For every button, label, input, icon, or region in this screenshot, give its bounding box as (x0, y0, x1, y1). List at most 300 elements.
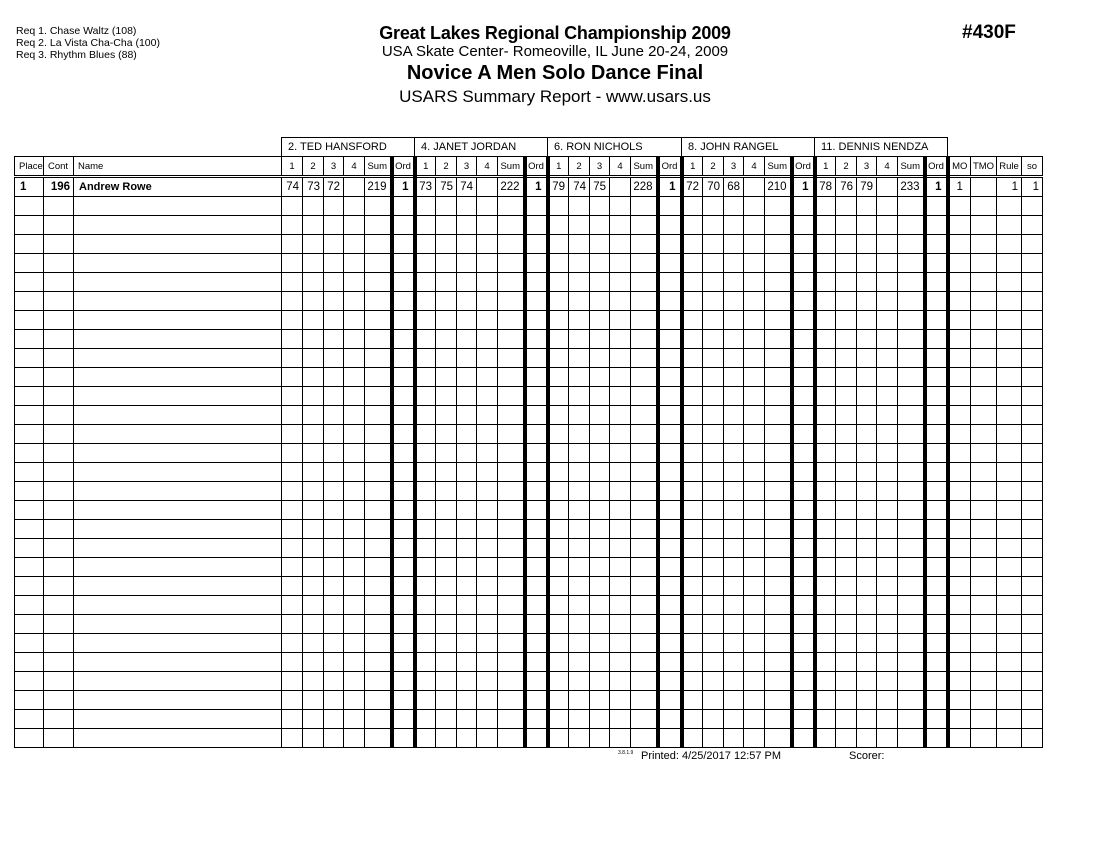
empty-cell (792, 615, 815, 634)
empty-cell (898, 330, 925, 349)
empty-cell (15, 463, 44, 482)
empty-cell (724, 615, 744, 634)
empty-cell (457, 634, 477, 653)
empty-cell (658, 463, 682, 482)
empty-cell (324, 672, 344, 691)
empty-cell (548, 710, 569, 729)
empty-cell (365, 463, 392, 482)
empty-cell (303, 672, 324, 691)
empty-cell (590, 653, 610, 672)
empty-cell (724, 653, 744, 672)
empty-cell (658, 729, 682, 748)
empty-cell (457, 349, 477, 368)
empty-cell (415, 235, 436, 254)
empty-cell (392, 482, 415, 501)
empty-cell (44, 710, 74, 729)
empty-cell (74, 216, 282, 235)
empty-cell (477, 406, 498, 425)
empty-cell (836, 653, 857, 672)
empty-cell (569, 501, 590, 520)
empty-cell (15, 520, 44, 539)
empty-cell (925, 197, 948, 216)
empty-cell (44, 520, 74, 539)
col-judge-5-3: 3 (857, 157, 877, 177)
empty-cell (836, 311, 857, 330)
empty-cell (569, 292, 590, 311)
empty-cell (477, 539, 498, 558)
empty-cell (548, 368, 569, 387)
empty-cell (610, 482, 631, 501)
empty-cell (877, 558, 898, 577)
empty-cell (457, 254, 477, 273)
empty-cell (324, 463, 344, 482)
empty-cell (525, 292, 548, 311)
empty-cell (898, 216, 925, 235)
empty-cell (682, 577, 703, 596)
empty-cell (498, 330, 525, 349)
empty-cell (569, 596, 590, 615)
empty-cell (1022, 501, 1043, 520)
empty-cell (1022, 710, 1043, 729)
rule-cell: 1 (997, 177, 1022, 197)
empty-cell (658, 368, 682, 387)
empty-cell (631, 729, 658, 748)
empty-cell (1022, 539, 1043, 558)
empty-cell (631, 653, 658, 672)
empty-cell (415, 425, 436, 444)
empty-cell (477, 520, 498, 539)
empty-cell (303, 577, 324, 596)
empty-cell (948, 615, 971, 634)
empty-cell (971, 311, 997, 330)
col-judge-5-ord: Ord (925, 157, 948, 177)
empty-cell (971, 691, 997, 710)
empty-cell (898, 463, 925, 482)
empty-cell (765, 729, 792, 748)
empty-cell (703, 406, 724, 425)
empty-row (15, 729, 1043, 748)
empty-cell (682, 672, 703, 691)
empty-cell (857, 501, 877, 520)
empty-cell (1022, 368, 1043, 387)
empty-cell (724, 406, 744, 425)
empty-cell (744, 710, 765, 729)
empty-cell (857, 558, 877, 577)
empty-cell (610, 615, 631, 634)
empty-cell (703, 710, 724, 729)
empty-cell (548, 406, 569, 425)
judge-4-name: 8. JOHN RANGEL (682, 138, 815, 157)
col-judge-2-sum: Sum (498, 157, 525, 177)
empty-cell (392, 539, 415, 558)
empty-cell (997, 596, 1022, 615)
empty-cell (765, 672, 792, 691)
empty-cell (1022, 482, 1043, 501)
empty-cell (365, 425, 392, 444)
empty-cell (682, 558, 703, 577)
tmo-cell (971, 177, 997, 197)
empty-cell (436, 197, 457, 216)
empty-cell (898, 672, 925, 691)
empty-cell (631, 406, 658, 425)
empty-cell (365, 254, 392, 273)
empty-cell (548, 273, 569, 292)
empty-cell (44, 634, 74, 653)
empty-cell (682, 710, 703, 729)
empty-cell (925, 482, 948, 501)
empty-cell (792, 577, 815, 596)
empty-cell (590, 197, 610, 216)
empty-cell (610, 463, 631, 482)
empty-cell (971, 254, 997, 273)
empty-cell (703, 596, 724, 615)
empty-cell (658, 634, 682, 653)
empty-cell (415, 539, 436, 558)
empty-cell (415, 634, 436, 653)
empty-cell (44, 387, 74, 406)
empty-cell (365, 615, 392, 634)
empty-cell (631, 691, 658, 710)
empty-cell (44, 482, 74, 501)
empty-cell (324, 520, 344, 539)
empty-cell (15, 444, 44, 463)
empty-cell (877, 292, 898, 311)
empty-cell (44, 216, 74, 235)
empty-cell (590, 406, 610, 425)
empty-cell (365, 387, 392, 406)
empty-cell (436, 406, 457, 425)
empty-cell (457, 539, 477, 558)
empty-cell (765, 406, 792, 425)
empty-cell (1022, 349, 1043, 368)
col-judge-5-sum: Sum (898, 157, 925, 177)
empty-cell (344, 197, 365, 216)
empty-cell (365, 520, 392, 539)
empty-cell (74, 729, 282, 748)
empty-cell (569, 520, 590, 539)
empty-cell (498, 634, 525, 653)
empty-cell (436, 501, 457, 520)
empty-cell (703, 520, 724, 539)
empty-cell (682, 254, 703, 273)
required-dance-1: Req 1. Chase Waltz (108) (16, 25, 137, 37)
empty-cell (548, 596, 569, 615)
empty-cell (303, 444, 324, 463)
empty-cell (344, 349, 365, 368)
empty-cell (948, 216, 971, 235)
empty-cell (415, 520, 436, 539)
empty-cell (365, 558, 392, 577)
empty-cell (392, 292, 415, 311)
empty-cell (282, 273, 303, 292)
empty-cell (498, 501, 525, 520)
empty-cell (477, 634, 498, 653)
empty-cell (498, 615, 525, 634)
judge-3-ord-cell: 1 (658, 177, 682, 197)
empty-cell (44, 691, 74, 710)
empty-cell (344, 216, 365, 235)
empty-cell (971, 729, 997, 748)
empty-cell (415, 463, 436, 482)
empty-cell (631, 330, 658, 349)
col-judge-1-ord: Ord (392, 157, 415, 177)
contestant-number-cell: 196 (44, 177, 74, 197)
empty-cell (877, 254, 898, 273)
empty-cell (457, 216, 477, 235)
empty-cell (590, 577, 610, 596)
empty-cell (744, 330, 765, 349)
empty-cell (631, 634, 658, 653)
empty-cell (744, 216, 765, 235)
empty-cell (948, 520, 971, 539)
empty-cell (569, 463, 590, 482)
empty-cell (15, 501, 44, 520)
empty-cell (997, 368, 1022, 387)
empty-cell (415, 729, 436, 748)
empty-cell (925, 558, 948, 577)
empty-cell (392, 330, 415, 349)
empty-cell (925, 463, 948, 482)
empty-cell (610, 444, 631, 463)
empty-cell (392, 729, 415, 748)
empty-cell (15, 197, 44, 216)
empty-cell (477, 216, 498, 235)
empty-cell (815, 539, 836, 558)
empty-cell (971, 197, 997, 216)
empty-cell (392, 710, 415, 729)
empty-cell (836, 425, 857, 444)
empty-cell (610, 197, 631, 216)
empty-cell (744, 539, 765, 558)
empty-cell (477, 596, 498, 615)
empty-cell (877, 596, 898, 615)
empty-cell (525, 197, 548, 216)
judge-2-s1-cell: 73 (415, 177, 436, 197)
empty-cell (898, 691, 925, 710)
empty-cell (498, 520, 525, 539)
empty-cell (898, 235, 925, 254)
empty-cell (1022, 634, 1043, 653)
empty-cell (1022, 672, 1043, 691)
empty-cell (344, 596, 365, 615)
empty-cell (744, 672, 765, 691)
empty-cell (392, 406, 415, 425)
empty-cell (857, 368, 877, 387)
empty-cell (815, 710, 836, 729)
empty-cell (610, 501, 631, 520)
empty-cell (703, 615, 724, 634)
empty-cell (457, 425, 477, 444)
empty-cell (765, 387, 792, 406)
empty-row (15, 691, 1043, 710)
empty-cell (997, 501, 1022, 520)
empty-cell (971, 444, 997, 463)
empty-cell (703, 254, 724, 273)
empty-cell (682, 615, 703, 634)
empty-cell (415, 672, 436, 691)
empty-cell (815, 425, 836, 444)
empty-cell (658, 425, 682, 444)
empty-cell (344, 710, 365, 729)
empty-cell (365, 539, 392, 558)
empty-cell (548, 311, 569, 330)
empty-cell (324, 311, 344, 330)
empty-cell (548, 539, 569, 558)
empty-cell (948, 387, 971, 406)
empty-cell (365, 292, 392, 311)
empty-cell (792, 501, 815, 520)
empty-cell (477, 444, 498, 463)
empty-cell (925, 596, 948, 615)
empty-cell (765, 425, 792, 444)
empty-cell (303, 368, 324, 387)
empty-cell (610, 710, 631, 729)
empty-cell (415, 615, 436, 634)
empty-cell (477, 615, 498, 634)
empty-cell (857, 349, 877, 368)
empty-cell (282, 254, 303, 273)
empty-cell (925, 349, 948, 368)
report-header (330, 22, 780, 108)
empty-cell (44, 596, 74, 615)
empty-cell (1022, 653, 1043, 672)
empty-cell (631, 501, 658, 520)
empty-cell (548, 558, 569, 577)
empty-cell (1022, 235, 1043, 254)
empty-cell (765, 292, 792, 311)
empty-cell (765, 482, 792, 501)
empty-cell (925, 615, 948, 634)
skater-name-cell: Andrew Rowe (74, 177, 282, 197)
empty-cell (724, 729, 744, 748)
empty-cell (436, 254, 457, 273)
empty-cell (15, 273, 44, 292)
empty-cell (703, 197, 724, 216)
empty-cell (1022, 558, 1043, 577)
empty-cell (415, 368, 436, 387)
empty-cell (498, 406, 525, 425)
empty-cell (682, 311, 703, 330)
empty-cell (569, 444, 590, 463)
empty-cell (836, 349, 857, 368)
empty-cell (498, 558, 525, 577)
empty-cell (324, 387, 344, 406)
empty-cell (44, 558, 74, 577)
empty-cell (765, 273, 792, 292)
empty-cell (477, 729, 498, 748)
empty-cell (44, 406, 74, 425)
empty-cell (724, 539, 744, 558)
empty-cell (15, 254, 44, 273)
empty-cell (392, 691, 415, 710)
empty-cell (997, 311, 1022, 330)
empty-cell (436, 577, 457, 596)
empty-cell (836, 520, 857, 539)
empty-cell (344, 634, 365, 653)
empty-cell (282, 615, 303, 634)
empty-cell (610, 672, 631, 691)
empty-cell (344, 729, 365, 748)
empty-cell (658, 653, 682, 672)
empty-cell (324, 539, 344, 558)
empty-cell (724, 672, 744, 691)
empty-cell (898, 710, 925, 729)
empty-cell (971, 406, 997, 425)
judge-5-name: 11. DENNIS NENDZA (815, 138, 948, 157)
empty-cell (765, 444, 792, 463)
empty-cell (836, 368, 857, 387)
empty-cell (1022, 577, 1043, 596)
empty-cell (324, 691, 344, 710)
empty-cell (15, 330, 44, 349)
venue-dates: USA Skate Center- Romeoville, IL June 20-24, 2009 (381, 43, 729, 60)
empty-cell (744, 368, 765, 387)
empty-cell (658, 482, 682, 501)
empty-cell (1022, 425, 1043, 444)
empty-cell (610, 691, 631, 710)
empty-cell (324, 406, 344, 425)
empty-cell (498, 273, 525, 292)
empty-cell (792, 349, 815, 368)
empty-cell (415, 311, 436, 330)
empty-cell (498, 577, 525, 596)
empty-cell (724, 520, 744, 539)
empty-cell (724, 596, 744, 615)
empty-cell (303, 539, 324, 558)
empty-cell (436, 520, 457, 539)
empty-cell (815, 387, 836, 406)
empty-cell (765, 235, 792, 254)
empty-cell (792, 311, 815, 330)
empty-cell (703, 292, 724, 311)
empty-cell (282, 520, 303, 539)
empty-cell (477, 482, 498, 501)
empty-cell (792, 292, 815, 311)
empty-cell (703, 368, 724, 387)
empty-cell (792, 634, 815, 653)
empty-cell (365, 216, 392, 235)
empty-cell (792, 558, 815, 577)
empty-cell (948, 368, 971, 387)
empty-cell (590, 672, 610, 691)
empty-cell (498, 387, 525, 406)
judge-2-s2-cell: 75 (436, 177, 457, 197)
empty-cell (792, 729, 815, 748)
empty-row (15, 368, 1043, 387)
empty-cell (1022, 520, 1043, 539)
empty-cell (703, 216, 724, 235)
empty-cell (765, 615, 792, 634)
empty-cell (877, 482, 898, 501)
empty-cell (590, 482, 610, 501)
judge-5-sum-cell: 233 (898, 177, 925, 197)
empty-cell (925, 729, 948, 748)
empty-cell (525, 634, 548, 653)
empty-cell (477, 501, 498, 520)
empty-cell (365, 691, 392, 710)
empty-cell (877, 273, 898, 292)
empty-cell (548, 653, 569, 672)
empty-cell (344, 425, 365, 444)
empty-cell (877, 197, 898, 216)
col-place: Place (15, 157, 44, 177)
judge-5-ord-cell: 1 (925, 177, 948, 197)
empty-cell (1022, 615, 1043, 634)
empty-cell (997, 482, 1022, 501)
judge-2-ord-cell: 1 (525, 177, 548, 197)
empty-cell (925, 672, 948, 691)
empty-cell (857, 672, 877, 691)
